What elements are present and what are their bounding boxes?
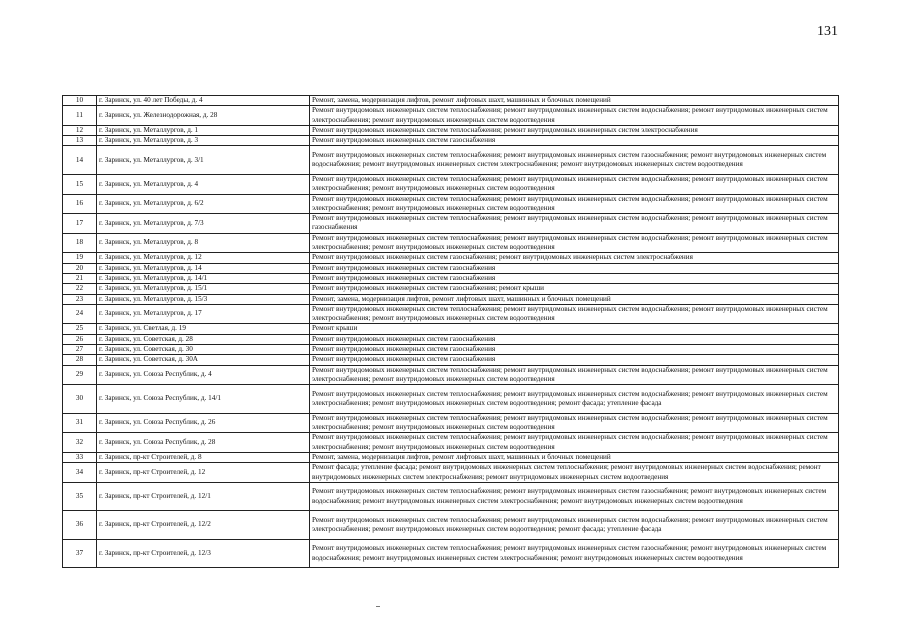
table-row	[63, 345, 839, 355]
table-row	[63, 355, 839, 365]
row-works: Ремонт, замена, модернизация лифтов, ремонт лифтовых шахт, машинных и блочных помещений	[310, 294, 839, 304]
table-row	[63, 106, 839, 126]
row-works: Ремонт, замена, модернизация лифтов, ремонт лифтовых шахт, машинных и блочных помещений	[310, 96, 839, 106]
row-address: г. Заринск, ул. Металлургов, д. 1	[97, 125, 310, 135]
row-number: 22	[63, 284, 97, 294]
table-row	[63, 263, 839, 273]
table-row	[63, 511, 839, 540]
row-number: 29	[63, 365, 97, 385]
table-row	[63, 304, 839, 324]
row-works: Ремонт внутридомовых инженерных систем теплоснабжения; ремонт внутридомовых инженерных систем водоснабжения; ремонт внутридомовых инженерных систем электроснабжения; ремонт внутридомовых инженерных систем водоотведения	[310, 433, 839, 453]
table-row	[63, 334, 839, 344]
row-number: 36	[63, 511, 97, 540]
table-body	[63, 96, 839, 568]
row-works: Ремонт фасада; утепление фасада; ремонт внутридомовых инженерных систем теплоснабжения; ремонт внутридомовых инженерных систем водоснабжения; ремонт внутридомовых инженерных систем электроснабжения; ремонт внутридомовых инженерных систем водоотведения	[310, 463, 839, 483]
table-row	[63, 96, 839, 106]
row-address: г. Заринск, пр-кт Строителей, д. 8	[97, 452, 310, 462]
table-row	[63, 284, 839, 294]
row-address: г. Заринск, пр-кт Строителей, д. 12/1	[97, 482, 310, 511]
row-works: Ремонт внутридомовых инженерных систем теплоснабжения; ремонт внутридомовых инженерных систем водоснабжения; ремонт внутридомовых инженерных систем электроснабжения; ремонт внутридомовых инженерных систем водоотведения	[310, 174, 839, 194]
row-works: Ремонт внутридомовых инженерных систем газоснабжения; ремонт крыши	[310, 284, 839, 294]
row-address: г. Заринск, ул. Металлургов, д. 4	[97, 174, 310, 194]
row-works: Ремонт внутридомовых инженерных систем газоснабжения	[310, 136, 839, 146]
row-works: Ремонт внутридомовых инженерных систем газоснабжения; ремонт внутридомовых инженерных систем электроснабжения	[310, 253, 839, 263]
table-row	[63, 365, 839, 385]
row-works: Ремонт внутридомовых инженерных систем теплоснабжения; ремонт внутридомовых инженерных систем водоснабжения; ремонт внутридомовых инженерных систем электроснабжения; ремонт внутридомовых инженерных систем водоотведения	[310, 304, 839, 324]
table-row	[63, 146, 839, 175]
row-number: 19	[63, 253, 97, 263]
row-number: 33	[63, 452, 97, 462]
row-works: Ремонт внутридомовых инженерных систем газоснабжения	[310, 345, 839, 355]
row-address: г. Заринск, пр-кт Строителей, д. 12/2	[97, 511, 310, 540]
row-works: Ремонт внутридомовых инженерных систем теплоснабжения; ремонт внутридомовых инженерных систем водоснабжения; ремонт внутридомовых инженерных систем газоснабжения	[310, 214, 839, 234]
row-address: г. Заринск, ул. Светлая, д. 19	[97, 324, 310, 334]
row-number: 34	[63, 463, 97, 483]
table-row	[63, 214, 839, 234]
row-works: Ремонт внутридомовых инженерных систем теплоснабжения; ремонт внутридомовых инженерных систем водоснабжения; ремонт внутридомовых инженерных систем электроснабжения; ремонт внутридомовых инженерных систем водоотведения; ремонт фасада; утепление фасада	[310, 511, 839, 540]
row-address: г. Заринск, ул. Металлургов, д. 15/3	[97, 294, 310, 304]
table-row	[63, 539, 839, 568]
row-number: 23	[63, 294, 97, 304]
table-row	[63, 324, 839, 334]
row-address: г. Заринск, ул. Металлургов, д. 6/2	[97, 194, 310, 214]
row-address: г. Заринск, ул. Советская, д. 30А	[97, 355, 310, 365]
row-address: г. Заринск, пр-кт Строителей, д. 12	[97, 463, 310, 483]
row-number: 20	[63, 263, 97, 273]
table-row	[63, 294, 839, 304]
table-row	[63, 136, 839, 146]
row-address: г. Заринск, ул. Железнодорожная, д. 28	[97, 106, 310, 126]
table-row	[63, 174, 839, 194]
table-row	[63, 125, 839, 135]
row-works: Ремонт внутридомовых инженерных систем теплоснабжения; ремонт внутридомовых инженерных систем электроснабжения	[310, 125, 839, 135]
row-address: г. Заринск, пр-кт Строителей, д. 12/3	[97, 539, 310, 568]
row-address: г. Заринск, ул. Металлургов, д. 3/1	[97, 146, 310, 175]
table-row	[63, 194, 839, 214]
table-row	[63, 233, 839, 253]
row-number: 18	[63, 233, 97, 253]
row-address: г. Заринск, ул. Советская, д. 30	[97, 345, 310, 355]
row-works: Ремонт внутридомовых инженерных систем газоснабжения	[310, 273, 839, 283]
table-row	[63, 273, 839, 283]
row-number: 27	[63, 345, 97, 355]
row-number: 11	[63, 106, 97, 126]
row-address: г. Заринск, ул. Союза Республик, д. 4	[97, 365, 310, 385]
row-works: Ремонт внутридомовых инженерных систем теплоснабжения; ремонт внутридомовых инженерных систем газоснабжения; ремонт внутридомовых инженерных систем водоснабжения; ремонт внутридомовых инженерных систем электроснабжения; ремонт внутридомовых инженерных систем водоотведения	[310, 539, 839, 568]
row-address: г. Заринск, ул. Союза Республик, д. 26	[97, 413, 310, 433]
row-address: г. Заринск, ул. Металлургов, д. 8	[97, 233, 310, 253]
row-address: г. Заринск, ул. Металлургов, д. 17	[97, 304, 310, 324]
row-works: Ремонт внутридомовых инженерных систем газоснабжения	[310, 263, 839, 273]
table-row	[63, 452, 839, 462]
row-works: Ремонт, замена, модернизация лифтов, ремонт лифтовых шахт, машинных и блочных помещений	[310, 452, 839, 462]
row-works: Ремонт внутридомовых инженерных систем газоснабжения	[310, 355, 839, 365]
row-works: Ремонт внутридомовых инженерных систем теплоснабжения; ремонт внутридомовых инженерных систем водоснабжения; ремонт внутридомовых инженерных систем электроснабжения; ремонт внутридомовых инженерных систем водоотведения	[310, 106, 839, 126]
table-row	[63, 253, 839, 263]
footer-mark	[376, 606, 380, 607]
row-number: 37	[63, 539, 97, 568]
row-works: Ремонт внутридомовых инженерных систем газоснабжения	[310, 334, 839, 344]
row-address: г. Заринск, ул. Металлургов, д. 15/1	[97, 284, 310, 294]
row-number: 35	[63, 482, 97, 511]
row-number: 12	[63, 125, 97, 135]
row-works: Ремонт крыши	[310, 324, 839, 334]
table-row	[63, 413, 839, 433]
row-address: г. Заринск, ул. Союза Республик, д. 14/1	[97, 385, 310, 414]
table-row	[63, 385, 839, 414]
row-address: г. Заринск, ул. Металлургов, д. 14/1	[97, 273, 310, 283]
row-number: 26	[63, 334, 97, 344]
row-number: 24	[63, 304, 97, 324]
row-works: Ремонт внутридомовых инженерных систем теплоснабжения; ремонт внутридомовых инженерных систем газоснабжения; ремонт внутридомовых инженерных систем водоснабжения; ремонт внутридомовых инженерных систем электроснабжения; ремонт внутридомовых инженерных систем водоотведения	[310, 146, 839, 175]
table-row	[63, 482, 839, 511]
row-number: 31	[63, 413, 97, 433]
row-number: 21	[63, 273, 97, 283]
row-address: г. Заринск, ул. 40 лет Победы, д. 4	[97, 96, 310, 106]
table-row	[63, 463, 839, 483]
row-works: Ремонт внутридомовых инженерных систем теплоснабжения; ремонт внутридомовых инженерных систем газоснабжения; ремонт внутридомовых инженерных систем водоснабжения; ремонт внутридомовых инженерных систем электроснабжения; ремонт внутридомовых инженерных систем водоотведения	[310, 482, 839, 511]
row-works: Ремонт внутридомовых инженерных систем теплоснабжения; ремонт внутридомовых инженерных систем водоснабжения; ремонт внутридомовых инженерных систем электроснабжения; ремонт внутридомовых инженерных систем водоотведения	[310, 365, 839, 385]
row-number: 30	[63, 385, 97, 414]
row-address: г. Заринск, ул. Металлургов, д. 7/3	[97, 214, 310, 234]
row-number: 32	[63, 433, 97, 453]
row-number: 28	[63, 355, 97, 365]
page-number: 131	[817, 24, 838, 39]
row-address: г. Заринск, ул. Металлургов, д. 14	[97, 263, 310, 273]
row-number: 25	[63, 324, 97, 334]
row-address: г. Заринск, ул. Металлургов, д. 12	[97, 253, 310, 263]
row-address: г. Заринск, ул. Металлургов, д. 3	[97, 136, 310, 146]
row-works: Ремонт внутридомовых инженерных систем теплоснабжения; ремонт внутридомовых инженерных систем водоснабжения; ремонт внутридомовых инженерных систем электроснабжения; ремонт внутридомовых инженерных систем водоотведения	[310, 233, 839, 253]
row-works: Ремонт внутридомовых инженерных систем теплоснабжения; ремонт внутридомовых инженерных систем водоснабжения; ремонт внутридомовых инженерных систем электроснабжения; ремонт внутридомовых инженерных систем водоотведения; ремонт фасада; утепление фасада	[310, 385, 839, 414]
row-address: г. Заринск, ул. Союза Республик, д. 28	[97, 433, 310, 453]
row-works: Ремонт внутридомовых инженерных систем теплоснабжения; ремонт внутридомовых инженерных систем водоснабжения; ремонт внутридомовых инженерных систем электроснабжения; ремонт внутридомовых инженерных систем водоотведения	[310, 413, 839, 433]
row-number: 13	[63, 136, 97, 146]
row-number: 16	[63, 194, 97, 214]
row-address: г. Заринск, ул. Советская, д. 28	[97, 334, 310, 344]
row-number: 14	[63, 146, 97, 175]
repair-works-table	[62, 95, 839, 568]
row-works: Ремонт внутридомовых инженерных систем теплоснабжения; ремонт внутридомовых инженерных систем водоснабжения; ремонт внутридомовых инженерных систем электроснабжения; ремонт внутридомовых инженерных систем водоотведения	[310, 194, 839, 214]
row-number: 15	[63, 174, 97, 194]
row-number: 17	[63, 214, 97, 234]
table-row	[63, 433, 839, 453]
row-number: 10	[63, 96, 97, 106]
